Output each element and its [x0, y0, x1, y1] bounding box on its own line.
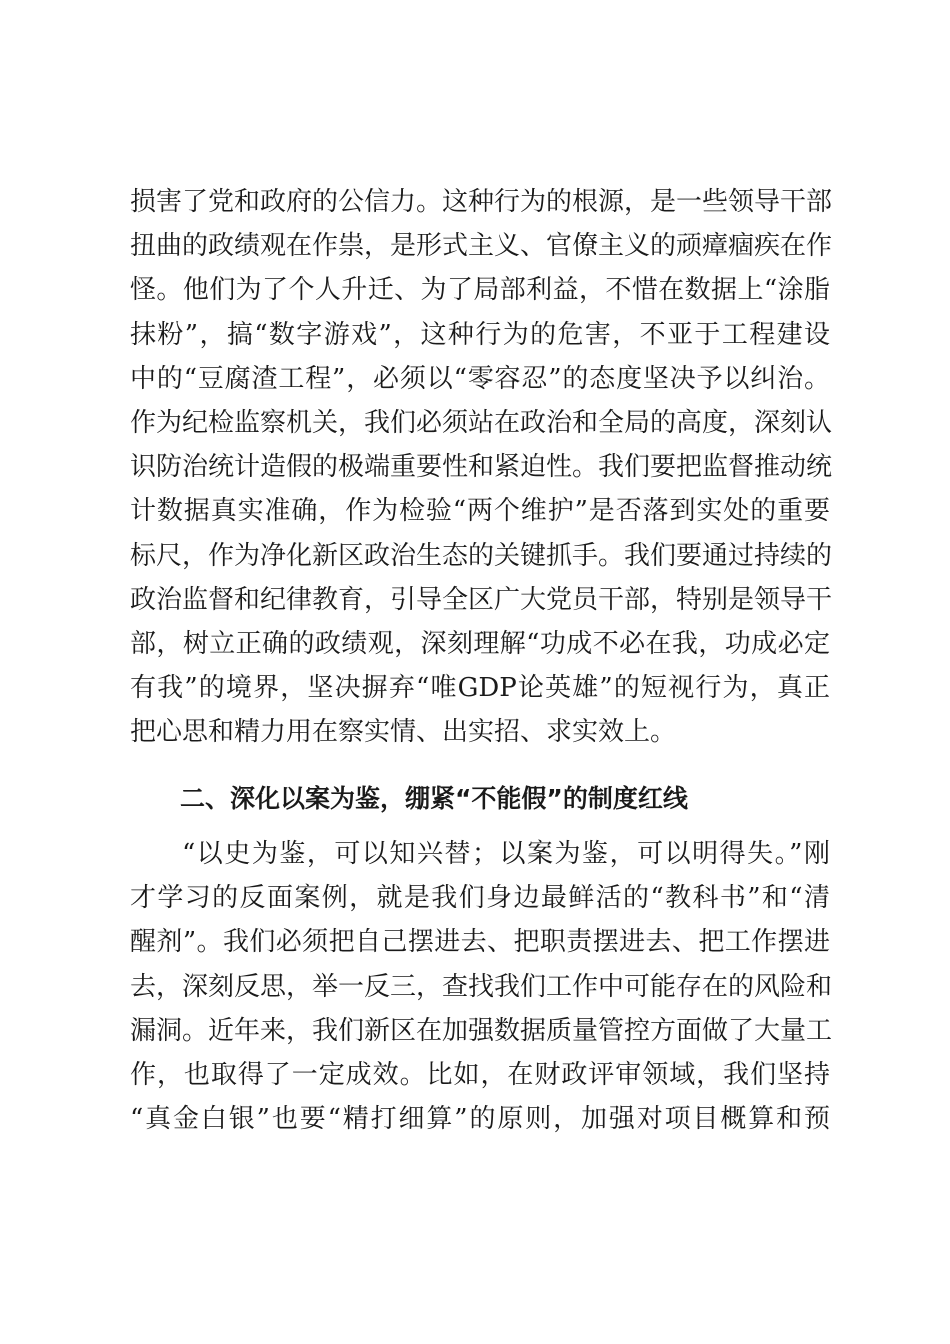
text-line: 抹粉”，搞“数字游戏”，这种行为的危害，不亚于工程建设	[130, 319, 830, 350]
text-line: “真金白银”也要“精打细算”的原则，加强对项目概算和预	[130, 1104, 830, 1135]
text-line: 部，树立正确的政绩观，深刻理解“功成不必在我，功成必定	[130, 628, 830, 659]
text-line: 醒剂”。我们必须把自己摆进去、把职责摆进去、把工作摆进	[130, 927, 830, 958]
section-heading: 二、深化以案为鉴，绷紧“不能假”的制度红线	[180, 784, 688, 813]
text-line: 把心思和精力用在察实情、出实招、求实效上。	[130, 717, 677, 748]
text-line: 有我”的境界，坚决摒弃“唯GDP论英雄”的短视行为，真正	[130, 673, 830, 704]
paragraph-1	[130, 180, 833, 754]
text-line: 才学习的反面案例，就是我们身边最鲜活的“教科书”和“清	[130, 883, 830, 914]
text-line: 去，深刻反思，举一反三，查找我们工作中可能存在的风险和	[130, 971, 833, 1002]
text-line: 计数据真实准确，作为检验“两个维护”是否落到实处的重要	[130, 496, 830, 527]
text-line: 政治监督和纪律教育，引导全区广大党员干部，特别是领导干	[130, 584, 833, 615]
text-line: 损害了党和政府的公信力。这种行为的根源，是一些领导干部	[130, 187, 833, 217]
text-line: 识防治统计造假的极端重要性和紧迫性。我们要把监督推动统	[130, 452, 833, 483]
text-line: 中的“豆腐渣工程”，必须以“零容忍”的态度坚决予以纠治。	[130, 363, 830, 394]
text-line: 作为纪检监察机关，我们必须站在政治和全局的高度，深刻认	[130, 407, 833, 438]
text-line: “以史为鉴，可以知兴替；以案为鉴，可以明得失。”刚	[182, 839, 830, 869]
paragraph-2	[130, 832, 833, 1141]
text-line: 漏洞。近年来，我们新区在加强数据质量管控方面做了大量工	[130, 1015, 833, 1046]
text-line: 怪。他们为了个人升迁、为了局部利益，不惜在数据上“涂脂	[130, 275, 830, 306]
text-line: 扭曲的政绩观在作祟，是形式主义、官僚主义的顽瘴痼疾在作	[130, 231, 833, 262]
text-line: 作，也取得了一定成效。比如，在财政评审领域，我们坚持	[130, 1059, 830, 1090]
text-line: 标尺，作为净化新区政治生态的关键抓手。我们要通过持续的	[130, 540, 833, 571]
